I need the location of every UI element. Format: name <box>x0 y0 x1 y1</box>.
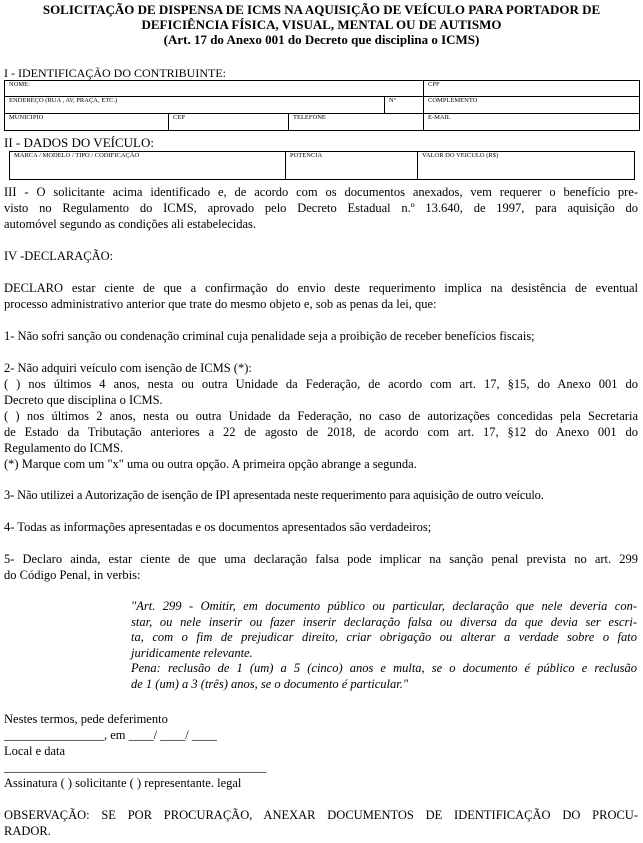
numero-field[interactable] <box>385 97 424 114</box>
date-field[interactable]: ________________, em ____/ ____/ ____ <box>4 728 217 742</box>
telefone-field[interactable] <box>289 114 424 131</box>
declaracao-intro <box>4 280 638 312</box>
text-line: automóvel segundo as condições ali estabelecidas. <box>4 217 257 231</box>
cpf-field[interactable] <box>424 81 640 97</box>
potencia-field[interactable] <box>286 152 418 180</box>
text-line: 3- Não utilizei a Autorização de isenção de IPI apresentada neste requerimento para aquisição de outro veículo. <box>4 488 544 502</box>
valor-label: VALOR DO VEICULO (R$) <box>422 152 499 159</box>
valor-field[interactable] <box>418 152 635 180</box>
text-line: Decreto que disciplina o ICMS. <box>4 393 163 407</box>
quote-line: juridicamente relevante. <box>131 645 253 660</box>
quote-line: "Art. 299 - Omitir, em documento público ou particular, declaração que nele deveria con- <box>131 599 637 613</box>
numero-label: Nº <box>389 97 396 104</box>
nome-field[interactable] <box>5 81 424 97</box>
text-line: DECLARO estar ciente de que a confirmação do envio deste requerimento implica na desistência de eventual <box>4 281 638 295</box>
email-label: E-MAIL <box>428 114 451 121</box>
complemento-label: COMPLEMENTO <box>428 97 478 104</box>
declaracao-item-2 <box>4 360 638 472</box>
endereco-field[interactable] <box>5 97 385 114</box>
art-299-quote <box>131 599 637 692</box>
text-line: visto no Regulamento do ICMS, aprovado pelo Decreto Estadual n.º 13.640, de 1997, para aquisição do <box>4 201 638 215</box>
cep-label: CEP <box>173 114 185 121</box>
complemento-field[interactable] <box>424 97 640 114</box>
signature-field[interactable]: __________________________________________ <box>4 760 267 774</box>
telefone-label: TELEFONE <box>293 114 326 121</box>
declaracao-item-4 <box>4 519 638 535</box>
text-line: processo administrativo anterior que trate do mesmo objeto e, sob as penas da lei, que: <box>4 297 437 311</box>
text-line: 4- Todas as informações apresentadas e os documentos apresentados são verdadeiros; <box>4 520 432 534</box>
declaracao-item-1 <box>4 328 638 344</box>
marca-field[interactable] <box>10 152 286 180</box>
municipio-field[interactable] <box>5 114 169 131</box>
closing-block <box>4 711 638 791</box>
title-line: SOLICITAÇÃO DE DISPENSA DE ICMS NA AQUISIÇÃO DE VEÍCULO PARA PORTADOR DE <box>42 2 601 17</box>
title-line: DEFICIÊNCIA FÍSICA, VISUAL, MENTAL OU DE AUTISMO <box>141 17 502 32</box>
email-field[interactable] <box>424 114 640 131</box>
quote-line: Pena: reclusão de 1 (um) a 5 (cinco) anos e multa, se o documento é público e reclusão <box>131 661 637 675</box>
quote-line: de 1 (um) a 3 (três) anos, se o documento é particular." <box>131 676 409 691</box>
document-title <box>0 2 643 47</box>
nome-label: NOME: <box>9 81 30 88</box>
text-line: OBSERVAÇÃO: SE POR PROCURAÇÃO, ANEXAR DOCUMENTOS DE IDENTIFICAÇÃO DO PROCU- <box>4 808 638 822</box>
request-text: Nestes termos, pede deferimento <box>4 712 168 726</box>
text-line: (*) Marque com um "x" uma ou outra opção. A primeira opção abrange a segunda. <box>4 457 417 471</box>
cep-field[interactable] <box>169 114 289 131</box>
municipio-label: MUNICIPIO <box>9 114 44 121</box>
potencia-label: POTENCIA <box>290 152 323 159</box>
text-line: 5- Declaro ainda, estar ciente de que uma declaração falsa pode implicar na sanção penal prevista no art. 299 <box>4 552 638 566</box>
veiculo-table <box>9 151 635 180</box>
section-heading-declaracao <box>4 248 638 264</box>
text-line: do Código Penal, in verbis: <box>4 568 141 582</box>
cpf-label: CPF <box>428 81 440 88</box>
text-line: 2- Não adquiri veículo com isenção de ICMS (*): <box>4 361 252 375</box>
section-iii-paragraph <box>4 184 638 232</box>
section-heading-contribuinte: I - IDENTIFICAÇÃO DO CONTRIBUINTE: <box>4 66 226 80</box>
text-line: 1- Não sofri sanção ou condenação criminal cuja penalidade seja a proibição de receber benefícios fiscais; <box>4 329 535 343</box>
quote-line: ta, com o fim de prejudicar direito, criar obrigação ou alterar a verdade sobre o fato <box>131 630 637 644</box>
local-data-label: Local e data <box>4 744 66 758</box>
endereco-label: ENDEREÇO (RUA , AV, PRAÇA, ETC.) <box>9 97 118 104</box>
marca-label: MARCA / MODELO / TIPO / CODIFICAÇÃO <box>14 152 140 159</box>
quote-line: star, ou nele inserir ou fazer inserir declaração falsa ou diversa da que devia ser escri- <box>131 614 637 629</box>
option-4-anos[interactable]: ( ) nos últimos 4 anos, nesta ou outra Unidade da Federação, de acordo com art. 17, §15, do Anexo 001 do <box>4 377 638 391</box>
contribuinte-table <box>4 80 640 131</box>
text-line: Regulamento do ICMS. <box>4 441 124 455</box>
declaracao-item-3 <box>4 487 638 503</box>
text-line: de Estado da Tributação anteriores a 22 de agosto de 2018, de acordo com art. 17, §12 do Anexo 001 do <box>4 425 638 439</box>
section-heading-veiculo: II - DADOS DO VEÍCULO: <box>4 135 154 150</box>
text-line: IV -DECLARAÇÃO: <box>4 249 114 263</box>
option-2-anos[interactable]: ( ) nos últimos 2 anos, nesta ou outra Unidade da Federação, no caso de autorizações concedidas pela Secretaria <box>4 409 638 423</box>
title-subline: (Art. 17 do Anexo 001 do Decreto que disciplina o ICMS) <box>163 32 480 47</box>
signature-label: Assinatura ( ) solicitante ( ) representante. legal <box>4 776 242 790</box>
text-line: III - O solicitante acima identificado e, de acordo com os documentos anexados, vem requerer o benefício pre- <box>4 185 638 199</box>
observation <box>4 807 638 839</box>
text-line: RADOR. <box>4 824 51 838</box>
declaracao-item-5 <box>4 551 638 583</box>
